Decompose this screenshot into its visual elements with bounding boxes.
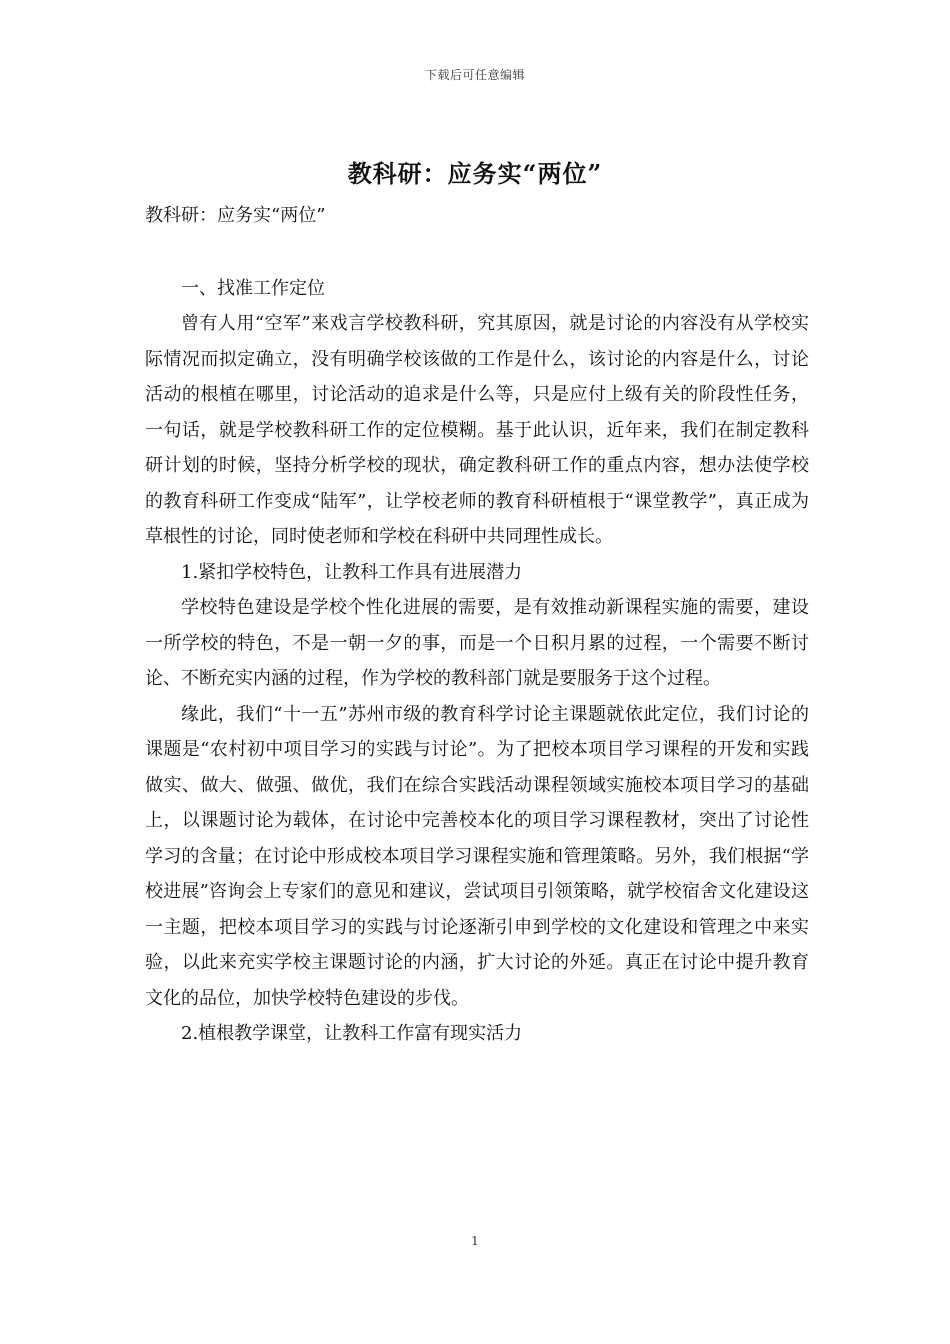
- document-subtitle: 教科研：应务实“两位”: [145, 205, 326, 226]
- page-header-note: 下载后可任意编辑: [424, 68, 525, 82]
- paragraph-school-features: 学校特色建设是学校个性化进展的需要，是有效推动新课程实施的需要，建设一所学校的特色，不是一朝一夕的事，而是一个日积月累的过程，一个需要不断讨论、不断充实内涵的过程，作为学校的教科部门就是要服务于这个过程。: [145, 597, 809, 689]
- section-heading-find-position: 一、找准工作定位: [181, 277, 325, 299]
- paragraph-project-learning: 缘此，我们“十一五”苏州市级的教育科学讨论主课题就依此定位，我们讨论的课题是“农村初中项目学习的实践与讨论”。为了把校本项目学习课程的开发和实践做实、做大、做强、做优，我们在综合实践活动课程领域实施校本项目学习的基础上，以课题讨论为载体，在讨论中完善校本化的项目学习课程教材，突出了讨论性学习的含量；在讨论中形成校本项目学习课程实施和管理策略。另外，我们根据“学校进展”咨询会上专家们的意见和建议，尝试项目引领策略，就学校宿舍文化建设这一主题，把校本项目学习的实践与讨论逐渐引申到学校的文化建设和管理之中来实验，以此来充实学校主课题讨论的内涵，扩大讨论的外延。真正在讨论中提升教育文化的品位，加快学校特色建设的步伐。: [145, 703, 809, 1009]
- page-number: 1: [471, 1234, 479, 1248]
- document-body: [145, 198, 809, 1052]
- paragraph-air-force: 曾有人用“空军”来戏言学校教科研，究其原因，就是讨论的内容没有从学校实际情况而拟定确立，没有明确学校该做的工作是什么，该讨论的内容是什么，讨论活动的根植在哪里，讨论活动的追求是什么等，只是应付上级有关的阶段性任务，一句话，就是学校教科研工作的定位模糊。基于此认识，近年来，我们在制定教科研计划的时候，坚持分析学校的现状，确定教科研工作的重点内容，想办法使学校的教育科研工作变成“陆军”，让学校老师的教育科研植根于“课堂教学”，真正成为草根性的讨论，同时使老师和学校在科研中共同理性成长。: [145, 313, 809, 547]
- document-title: 教科研：应务实“两位”: [347, 159, 603, 188]
- subsection-heading-school-features: 1.紧扣学校特色，让教科工作具有进展潜力: [181, 561, 523, 583]
- subsection-heading-classroom: 2.植根教学课堂，让教科工作富有现实活力: [181, 1023, 523, 1044]
